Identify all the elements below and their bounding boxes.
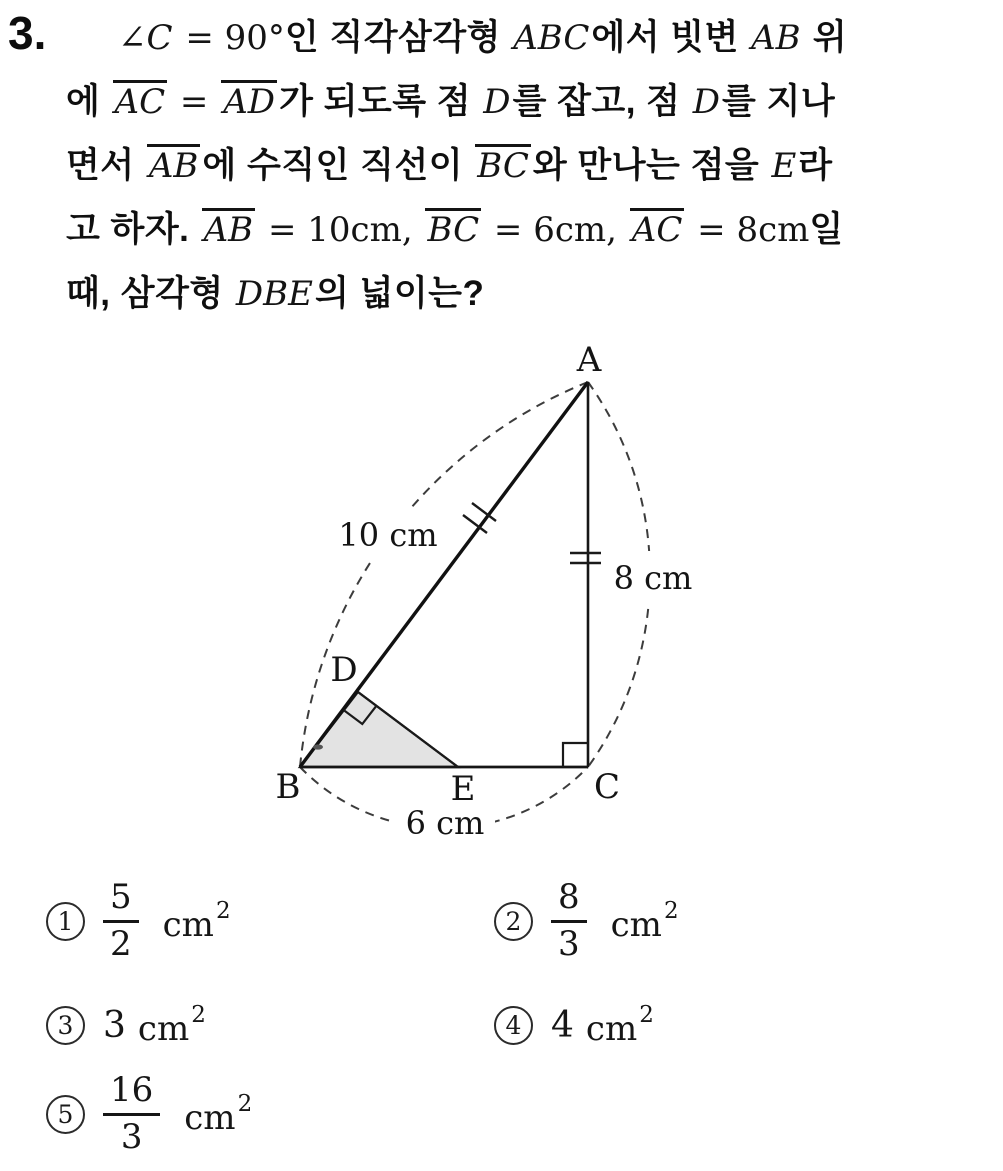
math-seg-ac: AC [114, 82, 166, 122]
choice-3-value: 3 [103, 1005, 126, 1046]
choice-4 [494, 1002, 654, 1049]
korean-text: 에 수직인 직선이 [202, 146, 474, 185]
math-seg-ab: AB [148, 146, 199, 186]
choice-5-fraction [103, 1070, 160, 1157]
problem-number: 3. [8, 7, 47, 59]
unit-cm: cm [137, 1009, 190, 1049]
math-e: E [771, 146, 797, 186]
fraction-numerator: 5 [103, 880, 139, 923]
unit-power: 2 [237, 1090, 253, 1117]
vertex-label-c: C [593, 767, 621, 807]
math-seg-ac: AC [631, 210, 683, 250]
unit-cm: cm [350, 210, 402, 250]
korean-text: 때, 삼각형 [66, 274, 234, 313]
choice-1-number [46, 902, 85, 941]
math-eq-6: = 6 [483, 210, 555, 250]
unit-cm: cm [162, 904, 214, 945]
korean-text: 위 [802, 18, 848, 57]
unit-power: 2 [191, 1002, 206, 1028]
korean-text: 고 하자. [66, 210, 200, 249]
choice-3 [46, 1002, 206, 1049]
math-seg-bc: BC [427, 210, 480, 250]
choice-1-unit [163, 898, 231, 945]
choice-2-unit [611, 898, 679, 945]
math-seg-ad: AD [223, 82, 276, 122]
math-angle-c: ∠C [118, 18, 173, 58]
choice-4-digit: 4 [505, 1011, 522, 1040]
korean-text: 인 직각삼각형 [284, 18, 512, 57]
comma: , [606, 210, 628, 250]
unit-power: 2 [639, 1002, 654, 1028]
korean-text: 에서 빗변 [591, 18, 750, 57]
korean-text: 가 되도록 점 [279, 82, 482, 121]
choice-2-digit: 2 [505, 906, 522, 936]
korean-text: 와 만나는 점을 [532, 146, 770, 185]
fraction-denominator: 2 [110, 923, 132, 964]
korean-text: 에 [66, 82, 111, 121]
korean-text: 를 잡고, 점 [512, 82, 691, 121]
unit-cm: cm [184, 1097, 236, 1138]
math-eq-10: = 10 [257, 210, 351, 250]
choice-1-digit: 1 [57, 906, 74, 936]
choice-1 [46, 877, 231, 964]
korean-text: 면서 [66, 146, 145, 185]
math-equals: = [169, 82, 220, 122]
choice-4-number [494, 1006, 533, 1045]
choice-3-unit [138, 1002, 206, 1049]
fraction-denominator: 3 [558, 923, 580, 964]
vertex-label-d: D [330, 650, 358, 690]
korean-text: 일 [809, 210, 844, 249]
fraction-denominator: 3 [120, 1116, 143, 1157]
choice-2 [494, 877, 679, 964]
korean-text: 를 지나 [721, 82, 836, 121]
math-d: D [692, 82, 720, 122]
comma: , [401, 210, 424, 250]
choice-2-fraction [551, 877, 587, 964]
math-eq-8: = 8 [686, 210, 759, 250]
unit-power: 2 [215, 897, 231, 924]
angle-mark-b [313, 744, 323, 749]
vertex-label-b: B [275, 767, 301, 807]
choice-4-unit [586, 1002, 654, 1049]
korean-text: 의 넓이는? [315, 274, 485, 313]
length-label-bc: 6 cm [405, 804, 485, 842]
unit-cm: cm [585, 1009, 638, 1049]
choice-5-digit: 5 [57, 1099, 74, 1129]
unit-power: 2 [663, 897, 679, 924]
unit-cm: cm [610, 904, 662, 945]
choice-3-number [46, 1006, 85, 1045]
unit-cm: cm [758, 210, 810, 250]
choice-5-number [46, 1095, 85, 1134]
length-label-ac: 8 cm [613, 559, 693, 597]
fraction-numerator: 8 [551, 880, 587, 923]
math-seg-ab: AB [203, 210, 254, 250]
vertex-label-e: E [450, 769, 476, 809]
math-ab: AB [751, 18, 801, 58]
length-label-ab: 10 cm [338, 516, 438, 554]
math-eq-90deg: = 90° [174, 18, 285, 58]
math-abc: ABC [513, 18, 590, 58]
choice-5-unit [184, 1091, 252, 1138]
math-dbe: DBE [235, 274, 313, 314]
math-d: D [483, 82, 511, 122]
choice-3-digit: 3 [57, 1011, 74, 1040]
korean-text: 라 [798, 146, 833, 185]
choice-1-fraction [103, 877, 139, 964]
math-seg-bc: BC [477, 146, 529, 186]
vertex-label-a: A [576, 340, 602, 380]
unit-cm: cm [554, 210, 607, 250]
fraction-numerator: 16 [103, 1073, 160, 1116]
choice-5 [46, 1070, 253, 1157]
choice-2-number [494, 902, 533, 941]
choice-4-value: 4 [551, 1005, 574, 1046]
